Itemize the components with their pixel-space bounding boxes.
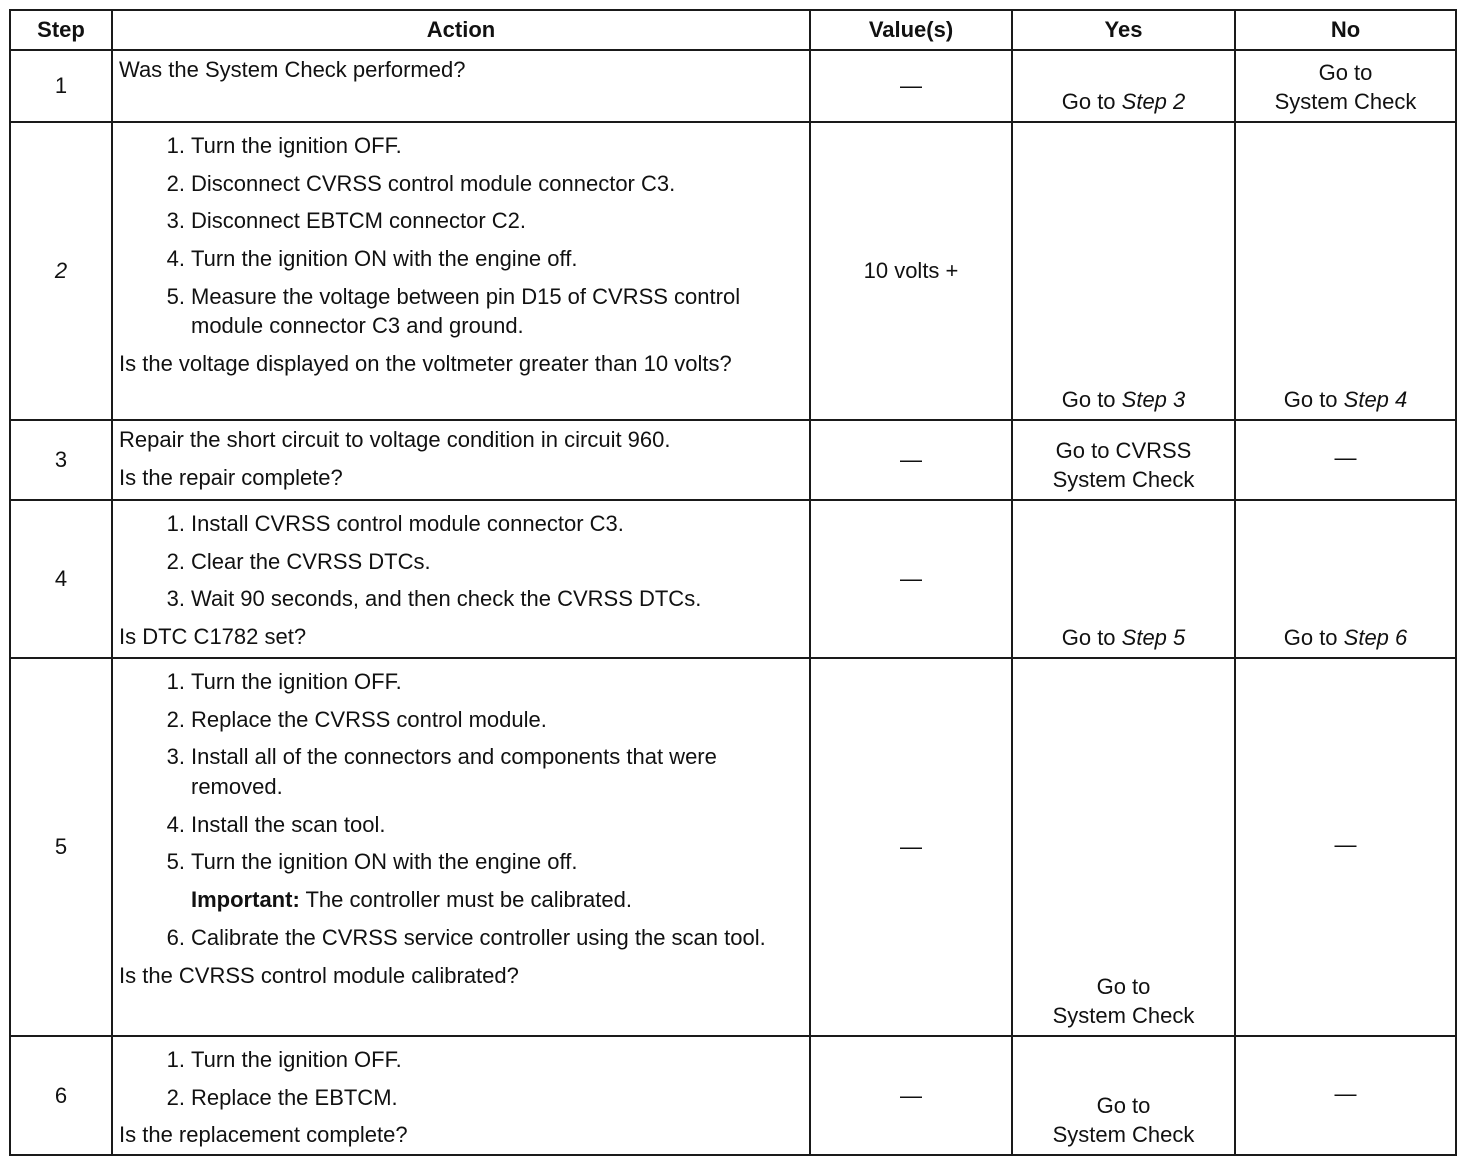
list-item: 2. Replace the EBTCM. [166, 1084, 398, 1110]
list-item: 1. Install CVRSS control module connector C3. [166, 511, 624, 536]
diagnostic-table [9, 9, 1457, 1156]
no-cell: — [1235, 1036, 1456, 1155]
step-number: 1 [10, 50, 112, 122]
action-cell [112, 500, 810, 658]
procedure-list [119, 1045, 803, 1112]
question-text: Was the System Check performed? [119, 57, 466, 82]
list-item: 5. Measure the voltage between pin D15 of CVRSS control module connector C3 and ground. [166, 283, 741, 339]
value-cell: — [810, 420, 1012, 500]
action-cell [112, 420, 810, 500]
no-cell[interactable]: Go to Step 6 [1235, 500, 1456, 658]
yes-step-link[interactable]: Step 3 [1121, 387, 1186, 413]
list-item: 3. Install all of the connectors and components that were removed. [166, 744, 717, 800]
table-row [10, 122, 1456, 420]
yes-cell[interactable]: Go to System Check [1012, 658, 1235, 1036]
yes-step-link[interactable]: Step 5 [1121, 625, 1186, 651]
yes-cell[interactable]: Go to System Check [1012, 1036, 1235, 1155]
value-cell: — [810, 658, 1012, 1036]
list-item: 4. Turn the ignition ON with the engine off. [166, 246, 578, 272]
header-action: Action [112, 10, 810, 50]
procedure-list [119, 923, 803, 953]
question-text: Is the voltage displayed on the voltmeter greater than 10 volts? [119, 351, 732, 377]
yes-cell[interactable]: Go to CVRSS System Check [1012, 420, 1235, 500]
yes-cell[interactable] [1012, 50, 1235, 122]
yes-prefix: Go to [1061, 89, 1122, 115]
value-cell: 10 volts + [810, 122, 1012, 420]
value-cell: — [810, 1036, 1012, 1155]
no-cell: — [1235, 658, 1456, 1036]
list-item: 6. Calibrate the CVRSS service controller using the scan tool. [166, 924, 766, 950]
table-row [10, 658, 1456, 1036]
yes-cell[interactable]: Go to Step 5 [1012, 500, 1235, 658]
procedure-list [119, 131, 803, 341]
no-step-link[interactable]: Step 4 [1343, 387, 1408, 413]
yes-cell[interactable]: Go to Step 3 [1012, 122, 1235, 420]
step-number: 5 [10, 658, 112, 1036]
header-row [10, 10, 1456, 50]
no-cell[interactable] [1235, 50, 1456, 122]
question-text: Is the replacement complete? [119, 1122, 408, 1148]
list-item: 2. Disconnect CVRSS control module connector C3. [166, 170, 676, 196]
no-cell[interactable]: Go to Step 4 [1235, 122, 1456, 420]
header-yes: Yes [1012, 10, 1235, 50]
table-row [10, 50, 1456, 122]
step-number: 6 [10, 1036, 112, 1155]
no-line1: Go to [1318, 59, 1373, 85]
yes-step-link[interactable]: Step 2 [1121, 89, 1186, 115]
question-text: Is the repair complete? [119, 464, 343, 490]
table-row [10, 1036, 1456, 1155]
list-item: 3. Wait 90 seconds, and then check the CVRSS DTCs. [166, 586, 702, 612]
list-item: 1. Turn the ignition OFF. [166, 669, 402, 694]
no-step-link[interactable]: Step 6 [1343, 625, 1408, 651]
table-row [10, 420, 1456, 500]
step-number: 4 [10, 500, 112, 658]
procedure-list [119, 667, 803, 877]
list-item: 2. Replace the CVRSS control module. [166, 706, 547, 732]
procedure-list [119, 509, 803, 614]
value-cell: — [810, 50, 1012, 122]
list-item: 5. Turn the ignition ON with the engine off. [166, 849, 578, 875]
action-cell [112, 1036, 810, 1155]
header-values: Value(s) [810, 10, 1012, 50]
step-number: 2 [10, 122, 112, 420]
no-line2[interactable]: System Check [1274, 89, 1417, 115]
header-step: Step [10, 10, 112, 50]
question-text: Is DTC C1782 set? [119, 624, 307, 650]
list-item: 2. Clear the CVRSS DTCs. [166, 548, 431, 574]
question-text: Is the CVRSS control module calibrated? [119, 962, 519, 988]
header-no: No [1235, 10, 1456, 50]
table-row [10, 500, 1456, 658]
list-item: 1. Turn the ignition OFF. [166, 133, 402, 158]
action-cell [112, 658, 810, 1036]
list-item: 3. Disconnect EBTCM connector C2. [166, 208, 527, 234]
important-note: Important: The controller must be calibrated. [191, 887, 632, 913]
action-cell [112, 122, 810, 420]
list-item: 4. Install the scan tool. [166, 811, 386, 837]
no-cell: — [1235, 420, 1456, 500]
value-cell: — [810, 500, 1012, 658]
action-cell [112, 50, 810, 122]
repair-text: Repair the short circuit to voltage condition in circuit 960. [119, 427, 671, 452]
list-item: 1. Turn the ignition OFF. [166, 1047, 402, 1072]
step-number: 3 [10, 420, 112, 500]
